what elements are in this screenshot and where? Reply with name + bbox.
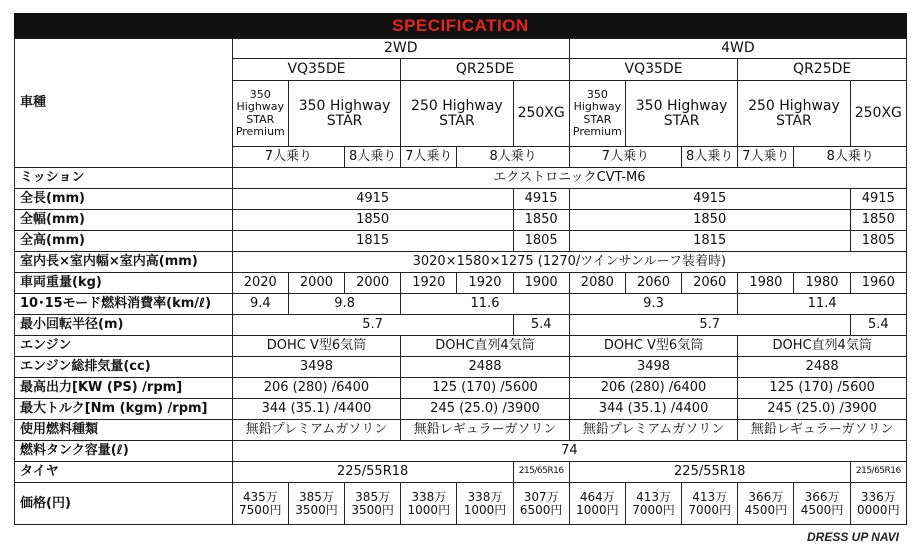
header-grade: 250 Highway STAR [738, 81, 850, 147]
spec-table [14, 38, 907, 525]
header-grade: 250XG [850, 81, 906, 147]
spec-row-displacement [15, 357, 907, 378]
spec-row-tire [15, 462, 907, 483]
row-label: 全幅(mm) [15, 210, 233, 231]
spec-row-weight [15, 273, 907, 294]
spec-cell: 5.4 [513, 315, 569, 336]
price-yen: 1000円 [407, 502, 451, 517]
spec-cell: 1960 [850, 273, 906, 294]
price-cell [850, 483, 906, 525]
spec-cell: 206 (280) /6400 [569, 378, 738, 399]
price-cell [345, 483, 401, 525]
price-yen: 1000円 [463, 502, 507, 517]
row-label: 価格(円) [15, 483, 233, 525]
price-man: 366万 [748, 489, 784, 504]
header-seats: 7人乗り [738, 147, 794, 168]
spec-cell: 215/65R16 [513, 462, 569, 483]
spec-row-price [15, 483, 907, 525]
header-grade: 250 Highway STAR [401, 81, 513, 147]
price-man: 307万 [523, 489, 559, 504]
watermark-logo: DRESS UP NAVI [806, 530, 899, 544]
price-yen: 3500円 [351, 502, 394, 517]
spec-cell: 125 (170) /5600 [401, 378, 570, 399]
price-yen: 4500円 [744, 502, 788, 517]
spec-cell: 4915 [850, 189, 906, 210]
price-man: 385万 [299, 489, 334, 504]
row-label: 最小回転半径(m) [15, 315, 233, 336]
row-label: 全高(mm) [15, 231, 233, 252]
spec-cell: 無鉛レギュラーガソリン [401, 420, 570, 441]
row-label: ミッション [15, 168, 233, 189]
price-yen: 6500円 [519, 502, 563, 517]
price-cell [457, 483, 513, 525]
price-man: 338万 [467, 489, 503, 504]
header-grade: 350 Highway STAR [288, 81, 400, 147]
price-cell [288, 483, 344, 525]
spec-cell: 1980 [738, 273, 794, 294]
spec-cell: 225/55R18 [569, 462, 850, 483]
spec-cell: 206 (280) /6400 [232, 378, 401, 399]
spec-cell: 1850 [513, 210, 569, 231]
spec-row-tank [15, 441, 907, 462]
header-seats: 8人乗り [682, 147, 738, 168]
spec-cell: DOHC直列4気筒 [738, 336, 907, 357]
spec-row-engine [15, 336, 907, 357]
row-label: 燃料タンク容量(ℓ) [15, 441, 233, 462]
spec-cell: 2020 [232, 273, 288, 294]
spec-cell: 2080 [569, 273, 625, 294]
row-label: 室内長×室内幅×室内高(mm) [15, 252, 233, 273]
row-label: タイヤ [15, 462, 233, 483]
spec-cell: 215/65R16 [850, 462, 906, 483]
price-yen: 0000円 [857, 502, 900, 517]
spec-cell: 125 (170) /5600 [738, 378, 907, 399]
header-4wd: 4WD [569, 39, 906, 59]
header-grade: 350 Highway STAR Premium [569, 81, 625, 147]
row-label: 最高出力[KW (PS) /rpm] [15, 378, 233, 399]
spec-row-turning-radius [15, 315, 907, 336]
header-seats: 8人乗り [794, 147, 907, 168]
header-seats: 8人乗り [457, 147, 569, 168]
spec-cell: 無鉛レギュラーガソリン [738, 420, 907, 441]
header-row-drive [15, 39, 907, 59]
spec-cell: 9.4 [232, 294, 288, 315]
spec-cell: 344 (35.1) /4400 [232, 399, 401, 420]
spec-cell: 9.8 [288, 294, 400, 315]
spec-cell: 3498 [232, 357, 401, 378]
spec-cell: 2000 [288, 273, 344, 294]
spec-row-fuel-type [15, 420, 907, 441]
spec-cell: 245 (25.0) /3900 [401, 399, 570, 420]
price-man: 413万 [692, 489, 728, 504]
price-yen: 7000円 [688, 502, 731, 517]
row-label: 使用燃料種類 [15, 420, 233, 441]
header-engine: QR25DE [401, 59, 570, 81]
spec-cell: 245 (25.0) /3900 [738, 399, 907, 420]
price-yen: 7000円 [632, 502, 675, 517]
price-yen: 3500円 [295, 502, 338, 517]
spec-cell: 1815 [232, 231, 513, 252]
price-cell [513, 483, 569, 525]
spec-cell: 2060 [682, 273, 738, 294]
price-man: 338万 [411, 489, 447, 504]
spec-cell: 5.4 [850, 315, 906, 336]
price-cell [625, 483, 681, 525]
spec-cell: DOHC V型6気筒 [569, 336, 738, 357]
spec-table-wrap [14, 38, 907, 525]
row-label: 全長(mm) [15, 189, 233, 210]
spec-cell: 344 (35.1) /4400 [569, 399, 738, 420]
price-cell [232, 483, 288, 525]
header-grade: 350 Highway STAR Premium [232, 81, 288, 147]
spec-cell: 3498 [569, 357, 738, 378]
header-seats: 7人乗り [569, 147, 681, 168]
spec-cell: 1900 [513, 273, 569, 294]
price-man: 385万 [355, 489, 391, 504]
spec-cell: 3020×1580×1275 (1270/ツインサンルーフ装着時) [232, 252, 906, 273]
spec-cell: DOHC V型6気筒 [232, 336, 401, 357]
spec-cell: 1980 [794, 273, 850, 294]
row-label-model: 車種 [15, 39, 233, 168]
spec-cell: 4915 [513, 189, 569, 210]
spec-cell: 74 [232, 441, 906, 462]
header-seats: 7人乗り [401, 147, 457, 168]
price-cell [401, 483, 457, 525]
spec-cell: 11.4 [738, 294, 907, 315]
spec-title-bar [14, 13, 907, 38]
spec-cell: 11.6 [401, 294, 570, 315]
spec-cell: DOHC直列4気筒 [401, 336, 570, 357]
spec-row-width [15, 210, 907, 231]
price-man: 435万 [242, 489, 278, 504]
spec-cell: 1850 [569, 210, 850, 231]
price-yen: 1000円 [576, 502, 619, 517]
spec-cell: 1850 [232, 210, 513, 231]
spec-row-length [15, 189, 907, 210]
price-yen: 4500円 [800, 502, 844, 517]
price-man: 413万 [636, 489, 671, 504]
header-seats: 8人乗り [345, 147, 401, 168]
spec-row-max-power [15, 378, 907, 399]
header-engine: QR25DE [738, 59, 907, 81]
spec-cell: 無鉛プレミアムガソリン [232, 420, 401, 441]
spec-row-max-torque [15, 399, 907, 420]
spec-cell: 4915 [569, 189, 850, 210]
price-man: 464万 [579, 489, 615, 504]
spec-cell: 1805 [850, 231, 906, 252]
spec-row-mission [15, 168, 907, 189]
spec-cell: 2060 [625, 273, 681, 294]
header-engine: VQ35DE [232, 59, 401, 81]
price-cell [682, 483, 738, 525]
row-label: 最大トルク[Nm (kgm) /rpm] [15, 399, 233, 420]
spec-row-interior [15, 252, 907, 273]
spec-cell: 9.3 [569, 294, 738, 315]
spec-row-fuel-efficiency [15, 294, 907, 315]
header-grade: 250XG [513, 81, 569, 147]
header-2wd: 2WD [232, 39, 569, 59]
spec-cell: 225/55R18 [232, 462, 513, 483]
spec-cell: 2488 [738, 357, 907, 378]
spec-cell: 2000 [345, 273, 401, 294]
row-label: エンジン [15, 336, 233, 357]
price-cell [569, 483, 625, 525]
spec-cell: 1920 [457, 273, 513, 294]
spec-cell: 1805 [513, 231, 569, 252]
price-man: 366万 [804, 489, 840, 504]
spec-cell: 2488 [401, 357, 570, 378]
row-label: エンジン総排気量(cc) [15, 357, 233, 378]
price-cell [794, 483, 850, 525]
header-seats: 7人乗り [232, 147, 344, 168]
row-label: 車両重量(kg) [15, 273, 233, 294]
spec-cell: 5.7 [232, 315, 513, 336]
spec-cell: 4915 [232, 189, 513, 210]
price-cell [738, 483, 794, 525]
price-yen: 7500円 [239, 502, 282, 517]
header-engine: VQ35DE [569, 59, 738, 81]
spec-cell: エクストロニックCVT-M6 [232, 168, 906, 189]
spec-cell: 無鉛プレミアムガソリン [569, 420, 738, 441]
price-man: 336万 [860, 489, 896, 504]
spec-cell: 5.7 [569, 315, 850, 336]
row-label: 10･15モード燃料消費率(km/ℓ) [15, 294, 233, 315]
spec-cell: 1850 [850, 210, 906, 231]
spec-title: SPECIFICATION [392, 15, 529, 35]
spec-cell: 1920 [401, 273, 457, 294]
spec-cell: 1815 [569, 231, 850, 252]
spec-row-height [15, 231, 907, 252]
header-grade: 350 Highway STAR [625, 81, 737, 147]
